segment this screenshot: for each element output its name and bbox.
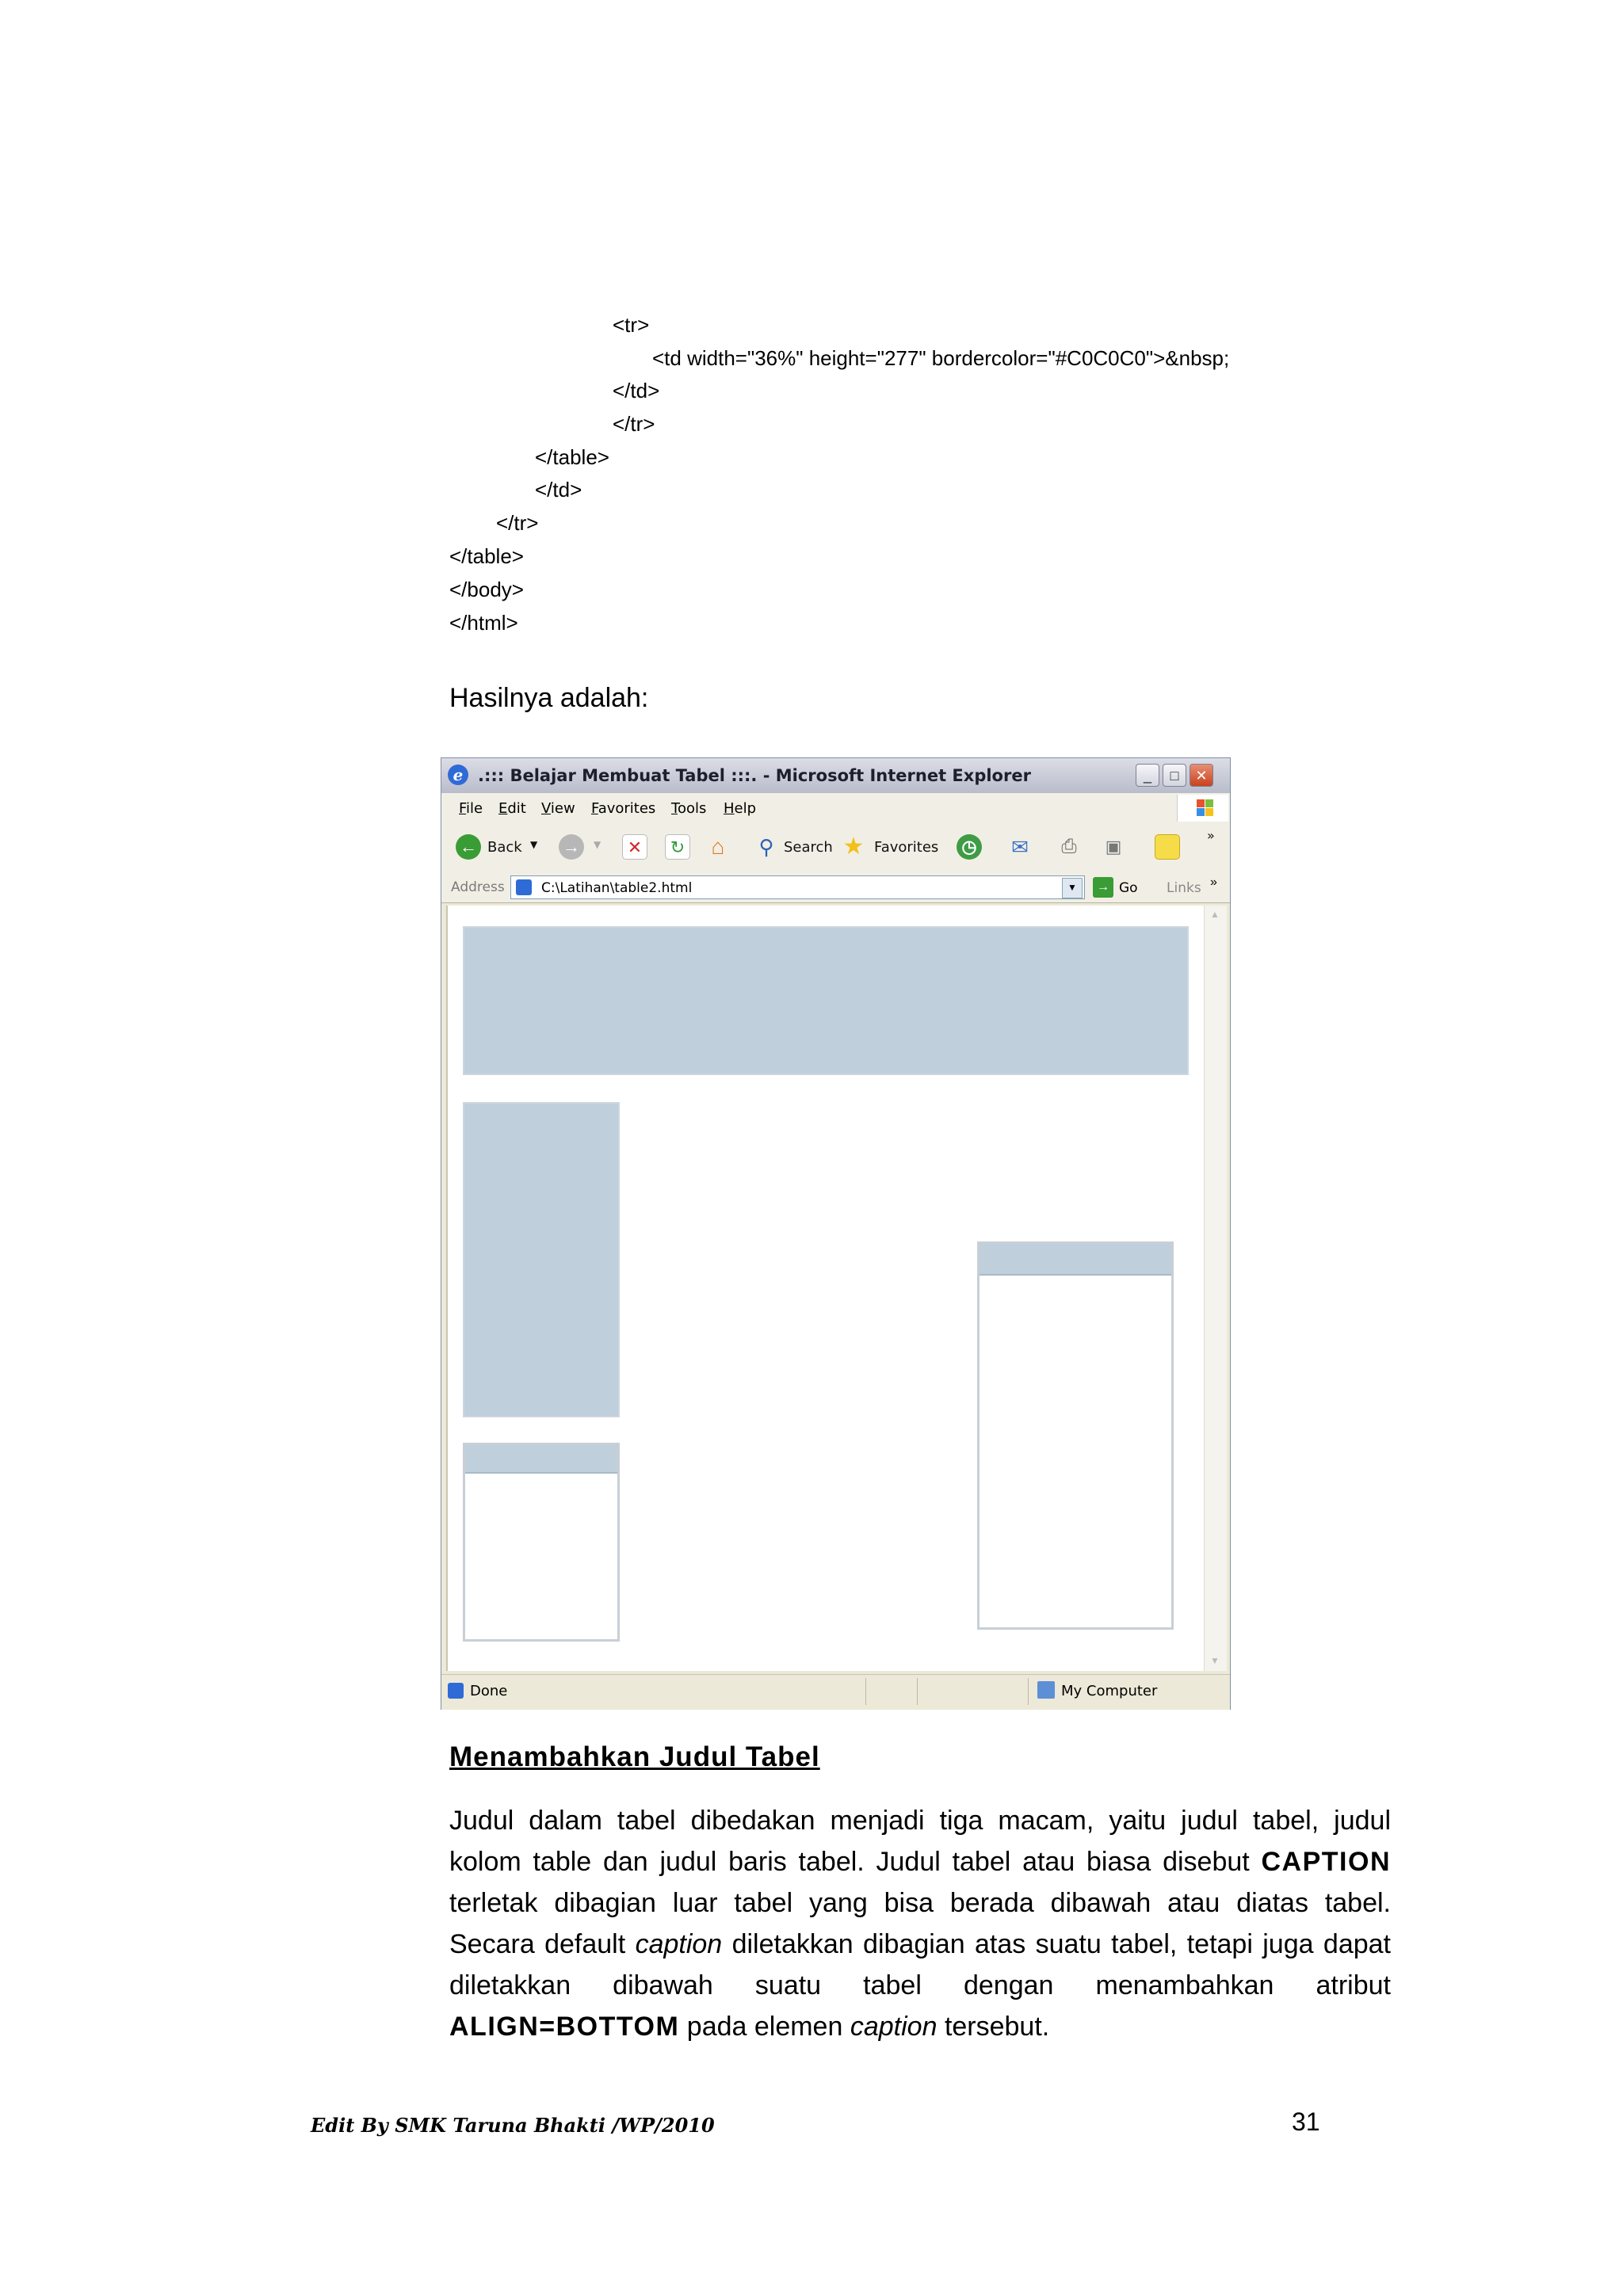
menu-favorites[interactable]: Favorites xyxy=(591,800,656,817)
scroll-down-icon[interactable]: ▼ xyxy=(1210,1655,1220,1666)
menu-bar xyxy=(441,793,1230,824)
top-cell xyxy=(463,926,1189,1075)
mail-icon[interactable]: ✉ xyxy=(1011,835,1029,859)
code-line: </body> xyxy=(449,578,524,601)
code-line: </td> xyxy=(535,478,582,502)
page-done-icon xyxy=(448,1683,464,1699)
back-dropdown-icon[interactable]: ▼ xyxy=(530,839,538,850)
browser-window xyxy=(441,757,1231,1710)
status-divider xyxy=(917,1678,918,1705)
status-divider xyxy=(865,1678,866,1705)
address-input[interactable] xyxy=(510,875,1085,899)
search-button[interactable]: Search xyxy=(784,839,833,856)
paragraph-text: diletakkan dibagian atas suatu tabel, tetapi juga dapat diletakkan dibawah suatu tabel dengan menambahkan atribut xyxy=(449,1929,1391,2000)
page-content xyxy=(446,906,1209,1671)
back-icon[interactable]: ← xyxy=(456,834,481,860)
forward-icon[interactable]: → xyxy=(559,834,584,860)
minimize-button[interactable]: _ xyxy=(1136,764,1159,787)
ie-icon: e xyxy=(448,765,468,785)
menu-help[interactable]: Help xyxy=(724,800,757,817)
section-heading: Menambahkan Judul Tabel xyxy=(449,1741,820,1772)
computer-icon xyxy=(1037,1681,1055,1699)
address-label: Address xyxy=(451,879,505,895)
code-line: <tr> xyxy=(613,313,650,337)
menu-view[interactable]: View xyxy=(541,800,575,817)
code-line: </td> xyxy=(613,379,660,402)
status-bar xyxy=(441,1674,1230,1710)
favorites-button[interactable]: Favorites xyxy=(874,839,939,856)
stop-icon[interactable]: ✕ xyxy=(622,834,647,860)
messenger-icon[interactable] xyxy=(1155,834,1180,860)
toolbar xyxy=(441,823,1230,873)
caption-italic: caption xyxy=(850,2012,938,2042)
caption-keyword: CAPTION xyxy=(1261,1847,1391,1877)
search-icon[interactable]: ⚲ xyxy=(758,835,774,859)
paragraph-text: pada elemen xyxy=(686,2012,843,2042)
status-done: Done xyxy=(470,1683,508,1699)
section-paragraph xyxy=(449,1800,1391,2047)
address-bar xyxy=(441,872,1230,903)
history-icon[interactable]: ◷ xyxy=(957,834,982,860)
code-line: </tr> xyxy=(613,412,655,436)
links-chevron-icon[interactable]: » xyxy=(1210,875,1217,889)
maximize-button[interactable]: □ xyxy=(1163,764,1186,787)
footer-credit: Edit By SMK Taruna Bhakti /WP/2010 xyxy=(311,2114,715,2137)
windows-logo-icon xyxy=(1177,795,1228,822)
caption-italic: caption xyxy=(635,1929,723,1959)
code-line: <td width="36%" height="277" bordercolor="#C0C0C0">&nbsp; xyxy=(652,346,1230,370)
links-button[interactable]: Links xyxy=(1167,880,1201,896)
code-line: </html> xyxy=(449,611,518,635)
favorites-star-icon[interactable]: ★ xyxy=(842,833,865,860)
forward-dropdown-icon[interactable]: ▼ xyxy=(594,839,601,850)
go-button[interactable]: Go xyxy=(1119,880,1138,896)
left-cell xyxy=(463,1102,620,1417)
address-value: C:\Latihan\table2.html xyxy=(541,880,693,896)
paragraph-text: Judul dalam tabel dibedakan menjadi tiga macam, yaitu judul tabel, judul kolom table dan judul baris tabel. Judul tabel atau biasa disebut xyxy=(449,1806,1391,1877)
refresh-icon[interactable]: ↻ xyxy=(665,834,690,860)
right-table xyxy=(977,1241,1174,1630)
page-number: 31 xyxy=(1292,2107,1320,2136)
menu-file[interactable]: File xyxy=(459,800,483,817)
right-table-header xyxy=(980,1244,1171,1276)
menu-tools[interactable]: Tools xyxy=(671,800,707,817)
status-zone: My Computer xyxy=(1061,1683,1158,1699)
menu-edit[interactable]: Edit xyxy=(498,800,526,817)
address-dropdown-icon[interactable]: ▼ xyxy=(1062,878,1083,898)
code-line: </table> xyxy=(449,544,524,568)
vertical-scrollbar[interactable] xyxy=(1204,906,1227,1671)
left-table-header xyxy=(465,1445,617,1474)
title-bar xyxy=(441,758,1230,794)
page-icon xyxy=(516,879,532,895)
result-label: Hasilnya adalah: xyxy=(449,683,649,713)
left-small-table xyxy=(463,1443,620,1642)
status-divider xyxy=(1028,1678,1029,1705)
home-icon[interactable]: ⌂ xyxy=(711,834,725,859)
print-icon[interactable]: ⎙ xyxy=(1061,836,1077,857)
align-keyword: ALIGN=BOTTOM xyxy=(449,2012,680,2042)
paragraph-text: tersebut. xyxy=(944,2012,1050,2042)
back-button[interactable]: Back xyxy=(487,839,522,856)
edit-icon[interactable]: ▣ xyxy=(1105,837,1122,856)
scroll-up-icon[interactable]: ▲ xyxy=(1210,909,1220,920)
more-chevron-icon[interactable]: » xyxy=(1207,828,1215,843)
go-icon[interactable]: → xyxy=(1093,877,1113,898)
window-title: .::: Belajar Membuat Tabel :::. - Microsoft Internet Explorer xyxy=(478,766,1031,785)
close-button[interactable]: ✕ xyxy=(1190,764,1213,787)
code-line: </table> xyxy=(535,445,609,469)
paragraph-text: terletak dibagian luar tabel yang bisa berada dibawah atau diatas tabel. Secara default xyxy=(449,1888,1391,1959)
code-line: </tr> xyxy=(496,511,539,535)
